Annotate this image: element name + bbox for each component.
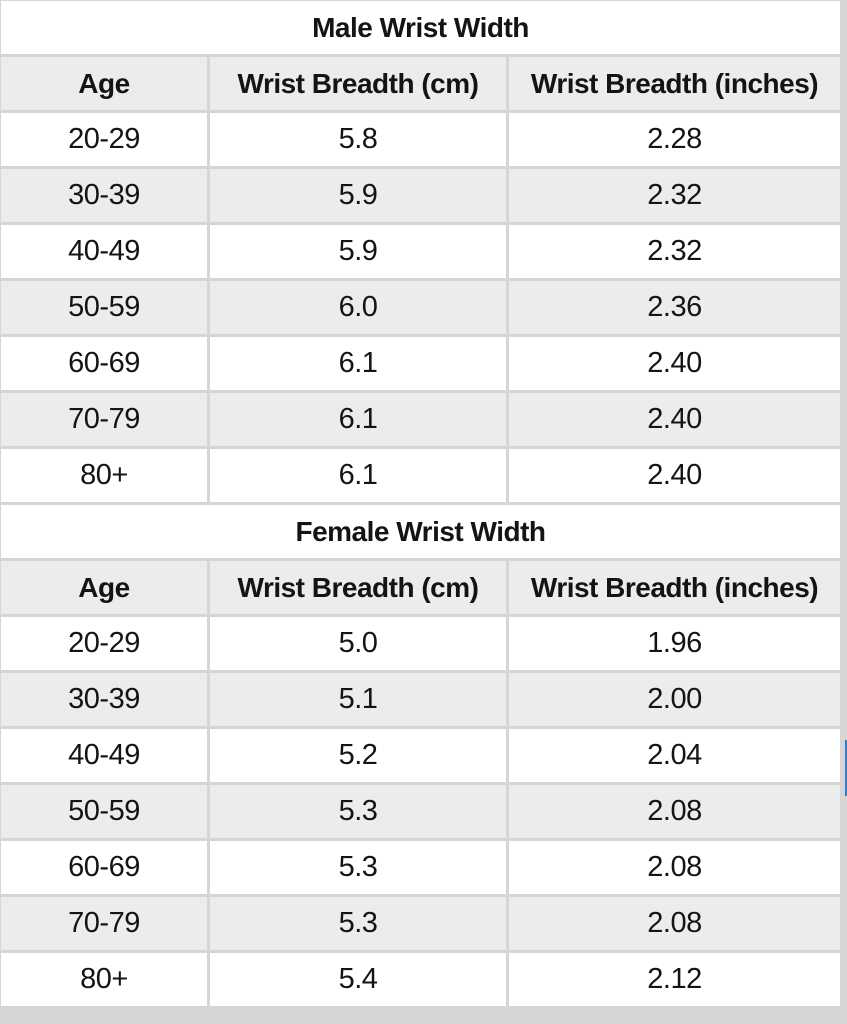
table-row — [1, 337, 840, 390]
inches-cell: 2.04 — [509, 729, 840, 782]
cm-cell: 5.3 — [210, 897, 506, 950]
male-header-cm: Wrist Breadth (cm) — [210, 57, 506, 110]
cm-cell: 5.9 — [210, 225, 506, 278]
male-table-title: Male Wrist Width — [1, 1, 840, 54]
table-row — [1, 617, 840, 670]
cm-cell: 6.1 — [210, 337, 506, 390]
inches-cell: 2.08 — [509, 841, 840, 894]
cm-cell: 6.1 — [210, 449, 506, 502]
age-cell: 30-39 — [1, 673, 207, 726]
age-cell: 50-59 — [1, 281, 207, 334]
inches-cell: 2.40 — [509, 393, 840, 446]
male-header-row — [1, 57, 840, 110]
age-cell: 60-69 — [1, 841, 207, 894]
female-title-row — [1, 505, 840, 558]
table-row — [1, 281, 840, 334]
male-header-age: Age — [1, 57, 207, 110]
age-cell: 70-79 — [1, 393, 207, 446]
table-row — [1, 841, 840, 894]
inches-cell: 2.40 — [509, 337, 840, 390]
table-row — [1, 225, 840, 278]
age-cell: 20-29 — [1, 617, 207, 670]
age-cell: 40-49 — [1, 225, 207, 278]
cm-cell: 5.3 — [210, 785, 506, 838]
cm-cell: 5.3 — [210, 841, 506, 894]
inches-cell: 2.32 — [509, 169, 840, 222]
age-cell: 20-29 — [1, 113, 207, 166]
age-cell: 80+ — [1, 953, 207, 1006]
table-row — [1, 729, 840, 782]
cm-cell: 6.0 — [210, 281, 506, 334]
age-cell: 30-39 — [1, 169, 207, 222]
inches-cell: 2.00 — [509, 673, 840, 726]
inches-cell: 2.28 — [509, 113, 840, 166]
male-header-inches: Wrist Breadth (inches) — [509, 57, 840, 110]
inches-cell: 1.96 — [509, 617, 840, 670]
table-row — [1, 169, 840, 222]
female-header-cm: Wrist Breadth (cm) — [210, 561, 506, 614]
inches-cell: 2.08 — [509, 785, 840, 838]
inches-cell: 2.32 — [509, 225, 840, 278]
cm-cell: 5.8 — [210, 113, 506, 166]
female-header-row — [1, 561, 840, 614]
table-row — [1, 673, 840, 726]
age-cell: 50-59 — [1, 785, 207, 838]
table-row — [1, 113, 840, 166]
table-row — [1, 953, 840, 1006]
cm-cell: 6.1 — [210, 393, 506, 446]
cm-cell: 5.9 — [210, 169, 506, 222]
female-table-title: Female Wrist Width — [1, 505, 840, 558]
inches-cell: 2.36 — [509, 281, 840, 334]
age-cell: 80+ — [1, 449, 207, 502]
table-row — [1, 897, 840, 950]
inches-cell: 2.40 — [509, 449, 840, 502]
female-header-age: Age — [1, 561, 207, 614]
female-header-inches: Wrist Breadth (inches) — [509, 561, 840, 614]
cm-cell: 5.4 — [210, 953, 506, 1006]
table-row — [1, 785, 840, 838]
inches-cell: 2.12 — [509, 953, 840, 1006]
table-row — [1, 393, 840, 446]
age-cell: 40-49 — [1, 729, 207, 782]
cm-cell: 5.2 — [210, 729, 506, 782]
male-title-row — [1, 1, 840, 54]
cm-cell: 5.0 — [210, 617, 506, 670]
age-cell: 70-79 — [1, 897, 207, 950]
inches-cell: 2.08 — [509, 897, 840, 950]
table-row — [1, 449, 840, 502]
age-cell: 60-69 — [1, 337, 207, 390]
cm-cell: 5.1 — [210, 673, 506, 726]
